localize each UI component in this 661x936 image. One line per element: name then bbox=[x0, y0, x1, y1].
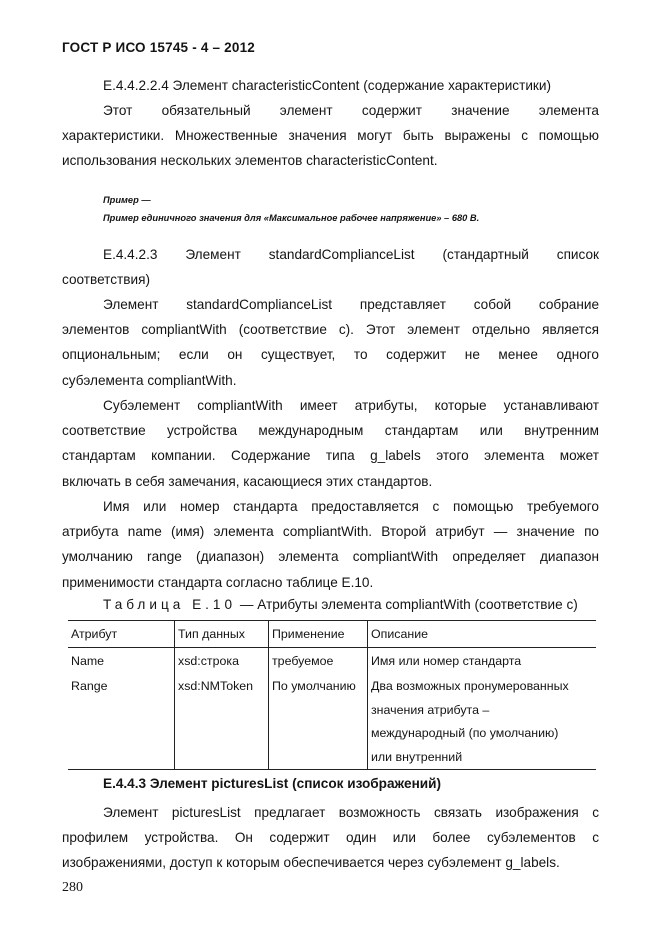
paragraph-characteristic-content-heading bbox=[62, 73, 599, 98]
table-header-cell: Описание bbox=[368, 621, 597, 648]
table-cell-line: или внутренний bbox=[371, 749, 463, 764]
note-text: Пример единичного значения для «Максимальное рабочее напряжение» – 680 В. bbox=[103, 213, 480, 223]
paragraph-pictures-list bbox=[62, 800, 599, 876]
text-line: элементов compliantWith (соответствие с). Этот элемент отдельно является bbox=[62, 322, 599, 338]
section-heading: E.4.4.3 Элемент picturesList (список изображений) bbox=[103, 776, 442, 791]
table-cell-line: Имя или номер стандарта bbox=[371, 653, 522, 668]
text-line: изображениями, доступ к которым обеспечивается через субэлемент g_labels. bbox=[62, 855, 560, 871]
text-line: характеристики. Множественные значения могут быть выражены с помощью bbox=[62, 128, 599, 144]
paragraph-characteristic-content bbox=[62, 98, 599, 174]
text-line: применимости стандарта согласно таблице E.10. bbox=[62, 574, 374, 590]
table-header-cell: Атрибут bbox=[68, 621, 175, 648]
table-cell: xsd:NMToken bbox=[175, 673, 269, 770]
text-line: Имя или номер стандарта предоставляется с помощью требуемого bbox=[103, 499, 599, 514]
text-line: соответствие устройства международным стандартам или внутренним bbox=[62, 423, 599, 439]
table-row bbox=[68, 673, 596, 770]
table-header-row bbox=[68, 621, 596, 648]
table-cell: Range bbox=[68, 673, 175, 770]
table-caption-label: Таблица E.10 bbox=[103, 597, 237, 612]
paragraph-standard-name bbox=[62, 494, 599, 595]
text-line: Субэлемент compliantWith имеет атрибуты, которые устанавливают bbox=[103, 398, 599, 413]
table-header-cell: Применение bbox=[269, 621, 368, 648]
text-line: опциональным; если он существует, то содержит не менее одного bbox=[62, 347, 599, 363]
table-cell-line: Два возможных пронумерованных bbox=[371, 679, 569, 693]
table-cell: требуемое bbox=[269, 647, 368, 673]
table-cell bbox=[368, 647, 597, 673]
note-title: Пример — bbox=[103, 195, 151, 205]
paragraph-standard-compliance-heading bbox=[62, 242, 599, 292]
page-number: 280 bbox=[62, 880, 83, 895]
table-cell: xsd:строка bbox=[175, 647, 269, 673]
paragraph-standard-compliance-list bbox=[62, 292, 599, 393]
text-line: умолчанию range (диапазон) элемента compliantWith определяет диапазон bbox=[62, 549, 599, 565]
text-line: соответствия) bbox=[62, 272, 150, 288]
text-line: Элемент standardComplianceList представляет собой собрание bbox=[103, 297, 599, 312]
text-line: использования нескольких элементов characteristicContent. bbox=[62, 153, 438, 169]
table-caption bbox=[103, 597, 578, 612]
text-line: Элемент picturesList предлагает возможность связать изображения с bbox=[103, 805, 599, 820]
text-line: атрибута name (имя) элемента compliantWith. Второй атрибут — значение по bbox=[62, 524, 599, 540]
text-line: E.4.4.2.3 Элемент standardComplianceList (стандартный список bbox=[103, 247, 599, 262]
table-row bbox=[68, 647, 596, 673]
paragraph-compliant-with bbox=[62, 393, 599, 494]
table-cell: Name bbox=[71, 653, 105, 668]
attributes-table bbox=[68, 620, 596, 770]
table-header-cell: Тип данных bbox=[175, 621, 269, 648]
table-cell-line: международный (по умолчанию) bbox=[371, 726, 559, 740]
table-cell: По умолчанию bbox=[269, 673, 368, 770]
document-header: ГОСТ Р ИСО 15745 - 4 – 2012 bbox=[62, 40, 255, 55]
text-line: субэлемента compliantWith. bbox=[62, 372, 237, 388]
text-line: стандартам компании. Содержание типа g_labels этого элемента может bbox=[62, 448, 599, 464]
text-line: включать в себя замечания, касающиеся этих стандартов. bbox=[62, 473, 433, 489]
text-line: Этот обязательный элемент содержит значение элемента bbox=[103, 103, 599, 118]
table-caption-text: — Атрибуты элемента compliantWith (соответствие с) bbox=[236, 597, 578, 612]
table-cell-line: значения атрибута – bbox=[371, 702, 490, 717]
text-line: E.4.4.2.2.4 Элемент characteristicContent (содержание характеристики) bbox=[103, 78, 551, 93]
text-line: профилем устройства. Он содержит один или более субэлементов с bbox=[62, 830, 599, 846]
table-cell bbox=[368, 673, 597, 770]
